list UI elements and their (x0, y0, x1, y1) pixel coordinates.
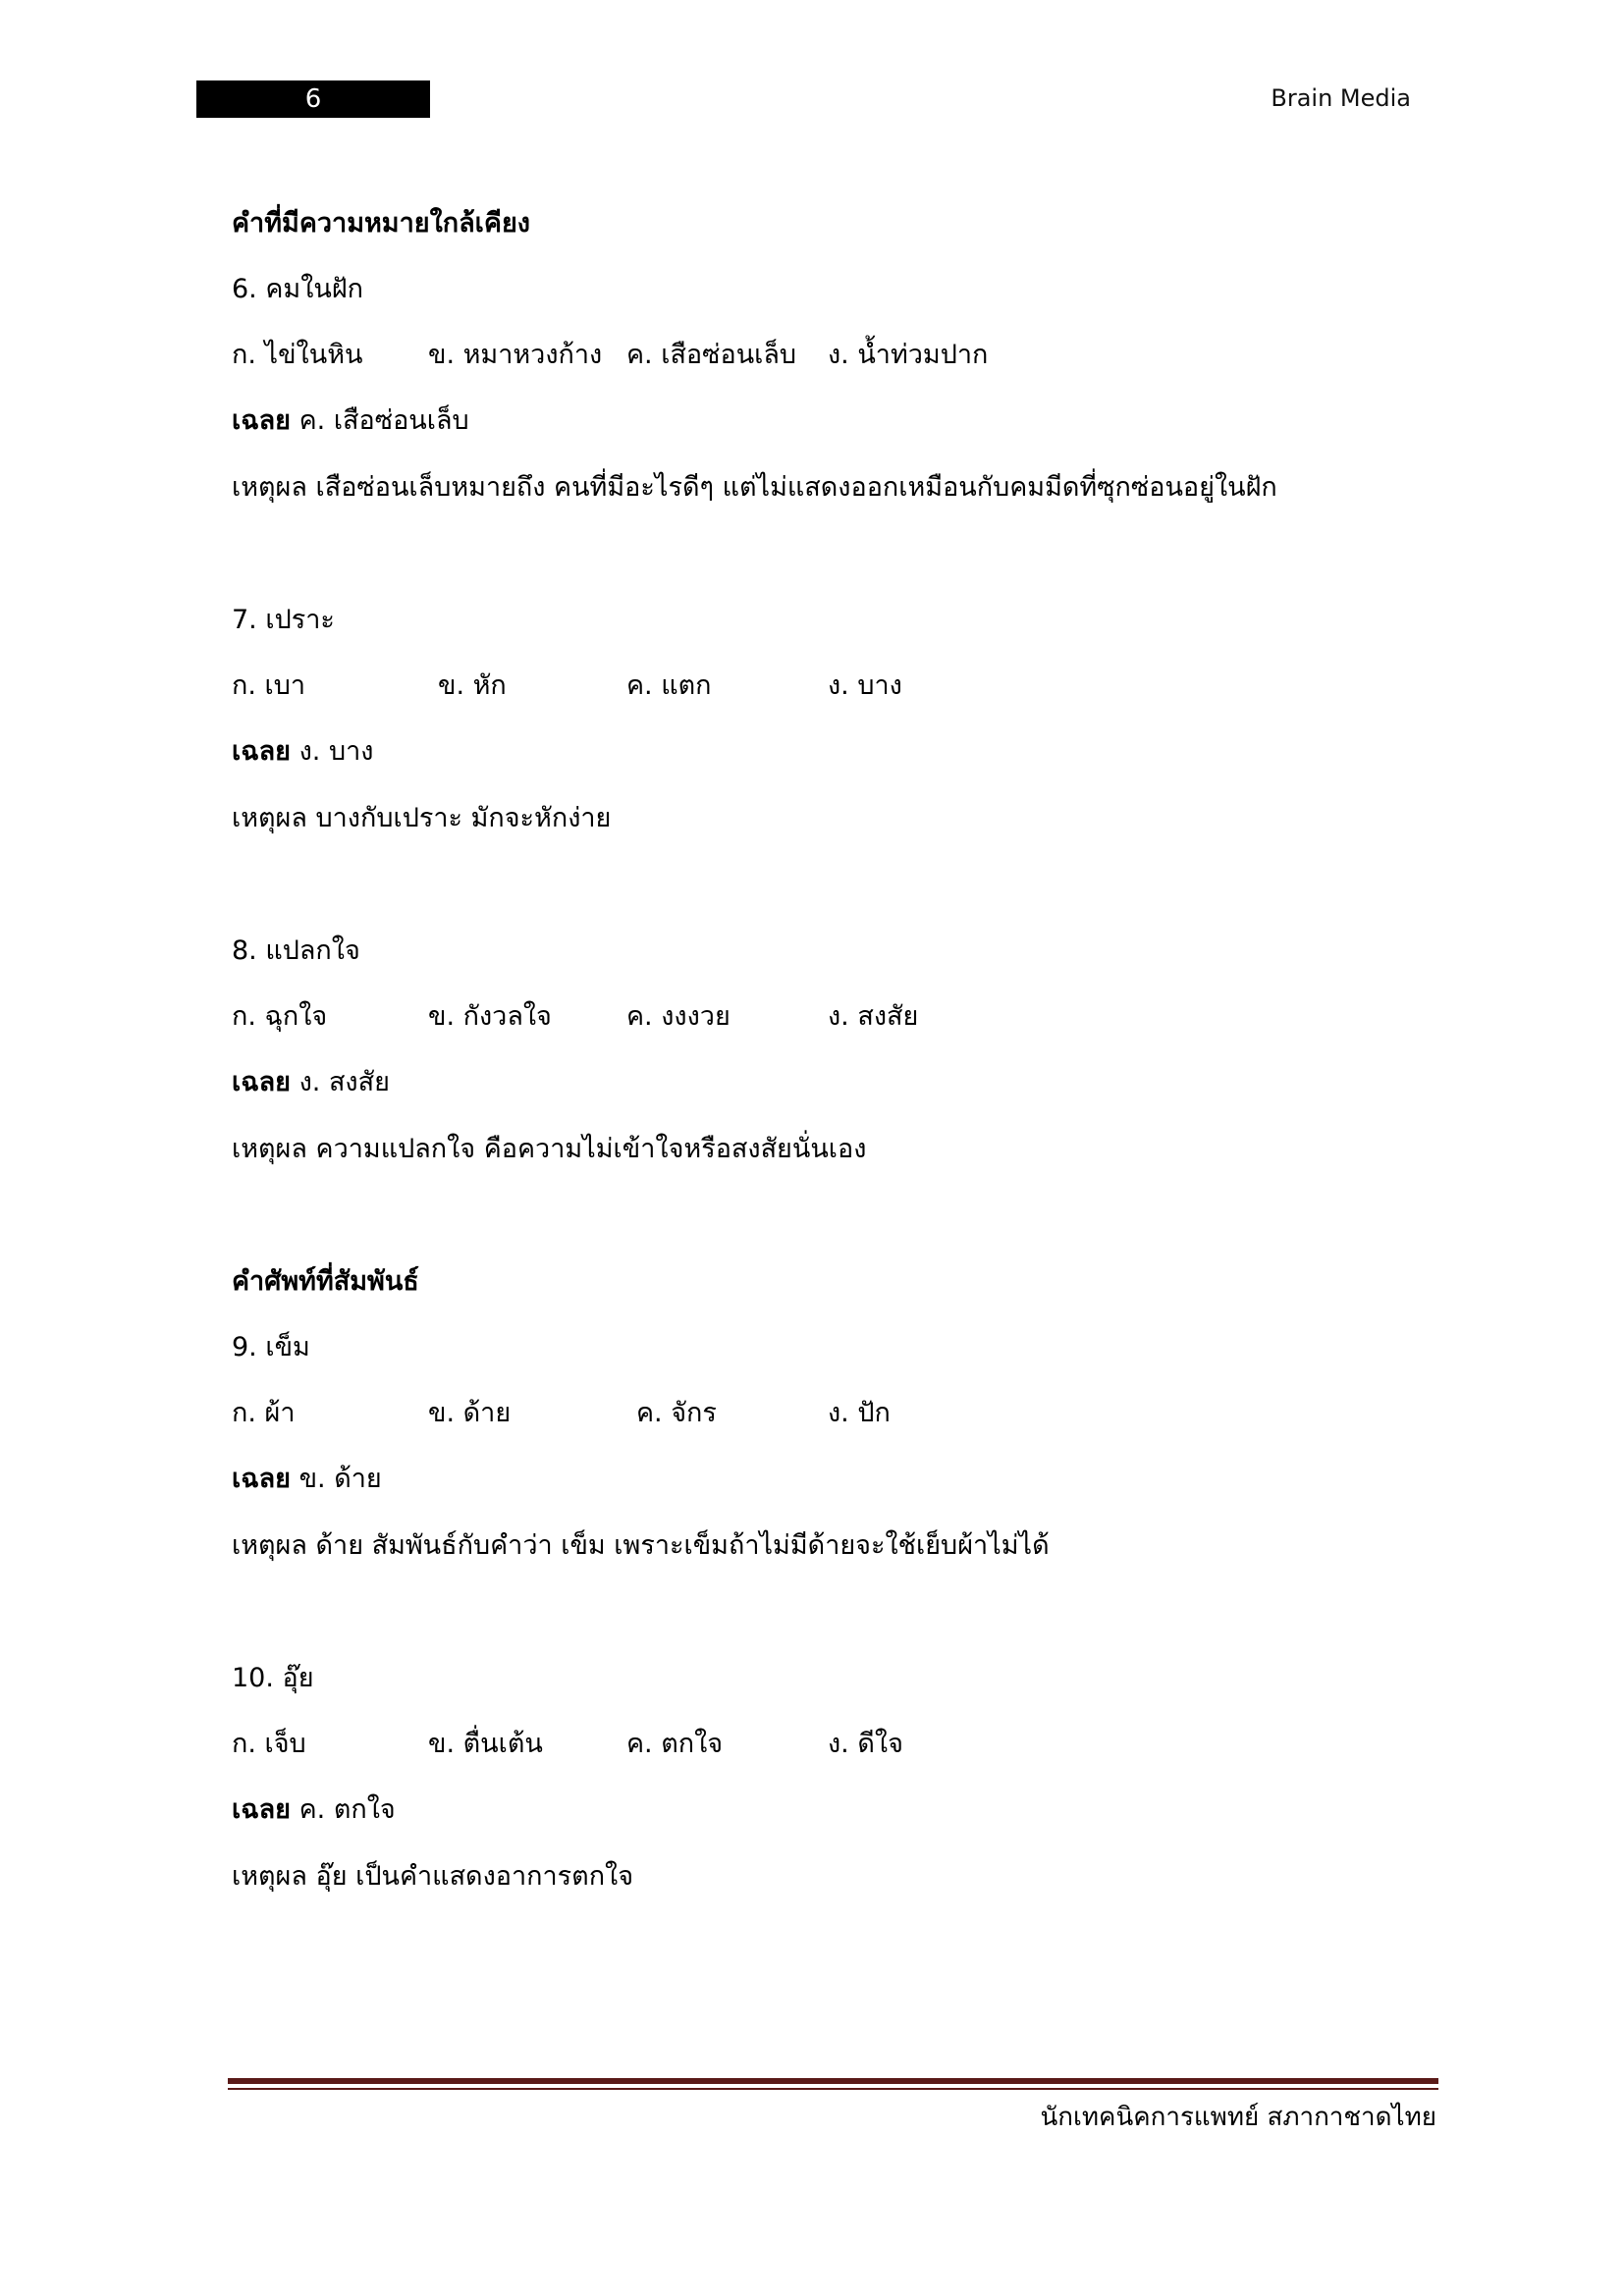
question-7-options (0, 665, 1624, 708)
option-c: ค. จักร (636, 1398, 717, 1428)
footer-text: นักเทคนิคการแพทย์ สภากาชาดไทย (1040, 2103, 1436, 2132)
option-a: ก. เบา (232, 670, 306, 701)
answer-text: ค. เสือซ่อนเล็บ (298, 405, 469, 436)
question-10: 10. อุ๊ย (232, 1663, 314, 1693)
option-c: ค. แตก (626, 670, 712, 701)
question-6-options (0, 334, 1624, 377)
answer-text: ง. สงสัย (298, 1067, 390, 1097)
reason-10: เหตุผล อุ๊ย เป็นคำแสดงอาการตกใจ (232, 1861, 634, 1892)
reason-8: เหตุผล ความแปลกใจ คือความไม่เข้าใจหรือสงสัยนั่นเอง (232, 1134, 867, 1164)
reason-9: เหตุผล ด้าย สัมพันธ์กับคำว่า เข็ม เพราะเข็มถ้าไม่มีด้ายจะใช้เย็บผ้าไม่ได้ (232, 1530, 1050, 1561)
question-6: 6. คมในฝัก (232, 274, 364, 304)
footer-rule-thick (228, 2078, 1438, 2084)
answer-9 (232, 1458, 382, 1501)
option-d: ง. บาง (828, 670, 902, 701)
section-heading-similar-meaning: คำที่มีความหมายใกล้เคียง (232, 208, 530, 239)
header-brand: Brain Media (1271, 84, 1411, 112)
option-b: ข. กังวลใจ (428, 1001, 552, 1032)
page-number-box (196, 80, 430, 118)
option-a: ก. ฉุกใจ (232, 1001, 328, 1032)
answer-10 (232, 1789, 396, 1832)
answer-text: ง. บาง (298, 736, 374, 767)
option-a: ก. ไข่ในหิน (232, 340, 363, 370)
option-c: ค. งงงวย (626, 1001, 731, 1032)
option-c: ค. เสือซ่อนเล็บ (626, 340, 797, 370)
footer-rule-thin (228, 2088, 1438, 2090)
option-a: ก. ผ้า (232, 1398, 296, 1428)
page-number: 6 (304, 84, 322, 114)
reason-7: เหตุผล บางกับเปราะ มักจะหักง่าย (232, 803, 612, 833)
answer-label: เฉลย (232, 1464, 291, 1494)
option-d: ง. สงสัย (828, 1001, 919, 1032)
answer-7 (232, 730, 373, 774)
option-d: ง. น้ำท่วมปาก (828, 340, 989, 370)
option-a: ก. เจ็บ (232, 1729, 306, 1759)
answer-text: ข. ด้าย (298, 1464, 382, 1494)
question-10-options (0, 1723, 1624, 1766)
answer-8 (232, 1061, 390, 1104)
reason-6: เหตุผล เสือซ่อนเล็บหมายถึง คนที่มีอะไรดีๆ แต่ไม่แสดงออกเหมือนกับคมมีดที่ซุกซ่อนอยู่ในฝัก (232, 472, 1277, 503)
answer-6 (232, 400, 469, 443)
option-d: ง. ดีใจ (828, 1729, 903, 1759)
option-b: ข. ด้าย (428, 1398, 512, 1428)
answer-text: ค. ตกใจ (298, 1794, 396, 1825)
question-9: 9. เข็ม (232, 1332, 310, 1362)
option-c: ค. ตกใจ (626, 1729, 724, 1759)
option-b: ข. ตื่นเต้น (428, 1729, 543, 1759)
answer-label: เฉลย (232, 1067, 291, 1097)
answer-label: เฉลย (232, 1794, 291, 1825)
option-b: ข. หัก (438, 670, 507, 701)
question-9-options (0, 1392, 1624, 1435)
section-heading-related-words: คำศัพท์ที่สัมพันธ์ (232, 1266, 419, 1297)
option-b: ข. หมาหวงก้าง (428, 340, 603, 370)
question-7: 7. เปราะ (232, 605, 335, 635)
answer-label: เฉลย (232, 736, 291, 767)
question-8-options (0, 995, 1624, 1039)
option-d: ง. ปัก (828, 1398, 891, 1428)
answer-label: เฉลย (232, 405, 291, 436)
question-8: 8. แปลกใจ (232, 935, 360, 966)
